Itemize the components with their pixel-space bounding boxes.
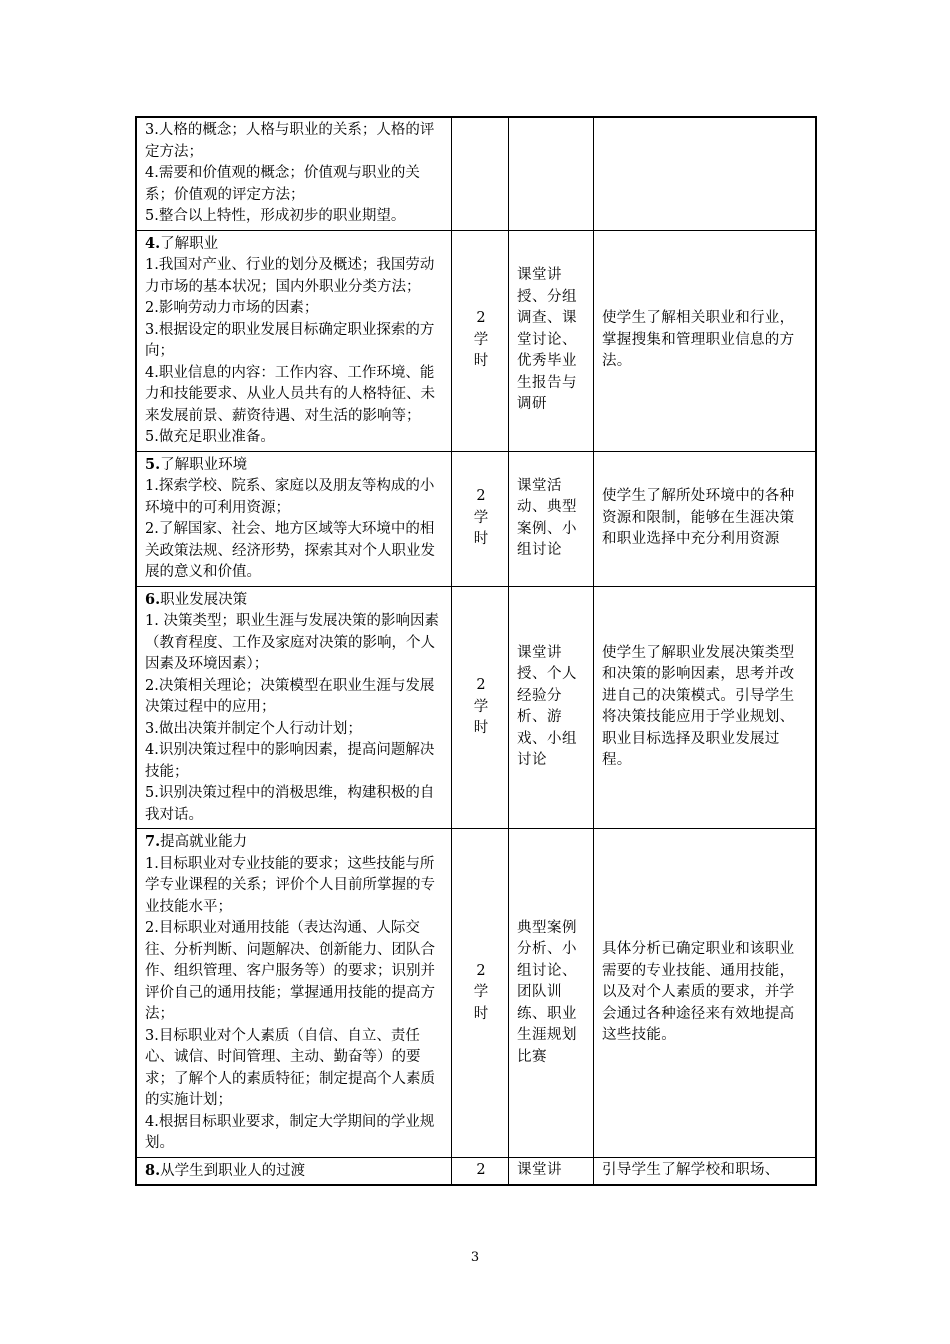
hours-cell [452, 586, 509, 829]
content-line: 1.目标职业对专业技能的要求；这些技能与所学专业课程的关系；评价个人目前所掌握的专业技能水平； [145, 855, 435, 915]
hours-cell [452, 1157, 509, 1185]
hours-value: 2 [476, 1162, 486, 1178]
hours-unit: 时 [473, 353, 489, 370]
hours-cell [452, 451, 509, 586]
hours-unit: 时 [473, 1005, 489, 1022]
section-title: 从学生到职业人的过渡 [160, 1162, 306, 1179]
table-row [136, 230, 816, 451]
hours-value: 2 [476, 962, 486, 979]
goal-cell: 引导学生了解学校和职场、 [594, 1157, 817, 1185]
section-number: 6. [145, 590, 161, 608]
content-cell [136, 451, 452, 586]
content-line: 2.了解国家、社会、地方区域等大环境中的相关政策法规、经济形势，探索其对个人职业发展的意义和价值。 [145, 521, 435, 580]
content-line: 2.决策相关理论；决策模型在职业生涯与发展决策过程中的应用； [145, 677, 435, 715]
content-line: 2.目标职业对通用技能（表达沟通、人际交往、分析判断、问题解决、创新能力、团队合作、组织管理、客户服务等）的要求；识别并评价自己的通用技能；掌握通用技能的提高方法； [145, 920, 435, 1022]
content-line: 1.探索学校、院系、家庭以及朋友等构成的小环境中的可利用资源； [145, 478, 435, 516]
method-cell [509, 117, 594, 230]
content-line: 5.整合以上特性，形成初步的职业期望。 [145, 208, 406, 224]
section-title: 提高就业能力 [160, 834, 248, 850]
table-row [136, 117, 816, 230]
content-line: 4.识别决策过程中的影响因素，提高问题解决技能； [145, 742, 435, 780]
method-cell: 典型案例分析、小组讨论、团队训练、职业生涯规划比赛 [509, 829, 594, 1158]
content-cell [136, 230, 452, 451]
method-cell: 课堂讲授、分组调查、课堂讨论、优秀毕业生报告与调研 [509, 230, 594, 451]
hours-value: 2 [476, 677, 486, 693]
section-title: 了解职业 [160, 235, 219, 252]
hours-unit: 学 [473, 698, 489, 715]
method-cell: 课堂讲授、个人经验分析、游戏、小组讨论 [509, 586, 594, 829]
table-row [136, 1157, 816, 1185]
content-cell [136, 829, 452, 1158]
section-title: 了解职业环境 [160, 456, 248, 473]
section-heading [145, 454, 445, 477]
content-line: 3.根据设定的职业发展目标确定职业探索的方向； [145, 321, 435, 359]
content-cell [136, 117, 452, 230]
method-cell: 课堂活动、典型案例、小组讨论 [509, 451, 594, 586]
content-line: 5.识别决策过程中的消极思维，构建积极的自我对话。 [145, 785, 435, 823]
goal-cell: 具体分析已确定职业和该职业需要的专业技能、通用技能，以及对个人素质的要求，并学会通过各种途径来有效地提高这些技能。 [594, 829, 817, 1158]
hours-unit: 时 [473, 531, 489, 548]
section-heading [145, 1160, 445, 1183]
section-heading [145, 589, 445, 612]
section-number: 7. [145, 833, 161, 850]
page-number: 3 [470, 1250, 480, 1265]
content-line: 4.职业信息的内容：工作内容、工作环境、能力和技能要求、从业人员共有的人格特征、未来发展前景、薪资待遇、对生活的影响等； [145, 364, 435, 424]
section-number: 4. [145, 234, 161, 252]
section-title: 职业发展决策 [160, 591, 248, 608]
hours-unit: 学 [473, 984, 489, 1000]
hours-unit: 学 [473, 509, 489, 526]
content-line: 3.做出决策并制定个人行动计划； [145, 720, 362, 737]
table-row [136, 586, 816, 829]
content-line: 4.需要和价值观的概念；价值观与职业的关系；价值观的评定方法； [145, 165, 420, 203]
content-line: 1.我国对产业、行业的划分及概述；我国劳动力市场的基本状况；国内外职业分类方法； [145, 257, 435, 295]
content-cell [136, 586, 452, 829]
goal-cell: 使学生了解相关职业和行业，掌握搜集和管理职业信息的方法。 [594, 230, 817, 451]
course-table [135, 116, 817, 1186]
table-row [136, 451, 816, 586]
section-number: 5. [145, 455, 161, 473]
content-line: 4.根据目标职业要求，制定大学期间的学业规划。 [145, 1113, 435, 1151]
hours-unit: 学 [473, 331, 489, 348]
hours-unit: 时 [473, 720, 489, 736]
section-heading [145, 831, 445, 854]
content-line: 3.目标职业对个人素质（自信、自立、责任心、诚信、时间管理、主动、勤奋等）的要求；了解个人的素质特征；制定提高个人素质的实施计划； [145, 1027, 435, 1108]
content-line: 1. 决策类型；职业生涯与发展决策的影响因素（教育程度、工作及家庭对决策的影响，个人因素及环境因素）； [145, 613, 439, 672]
content-cell [136, 1157, 452, 1185]
section-number: 8. [145, 1161, 161, 1179]
goal-cell [594, 117, 817, 230]
goal-cell: 使学生了解职业发展决策类型和决策的影响因素，思考并改进自己的决策模式。引导学生将决策技能应用于学业规划、职业目标选择及职业发展过程。 [594, 586, 817, 829]
hours-cell [452, 117, 509, 230]
hours-value: 2 [476, 488, 486, 505]
table-row [136, 829, 816, 1158]
hours-cell [452, 230, 509, 451]
method-cell: 课堂讲 [509, 1157, 594, 1185]
section-heading [145, 233, 445, 256]
goal-cell: 使学生了解所处环境中的各种资源和限制，能够在生涯决策和职业选择中充分利用资源 [594, 451, 817, 586]
content-line: 5.做充足职业准备。 [145, 429, 275, 445]
hours-value: 2 [476, 310, 486, 327]
content-line: 2.影响劳动力市场的因素； [145, 300, 319, 316]
hours-cell [452, 829, 509, 1158]
content-line: 3.人格的概念；人格与职业的关系；人格的评定方法； [145, 122, 435, 160]
